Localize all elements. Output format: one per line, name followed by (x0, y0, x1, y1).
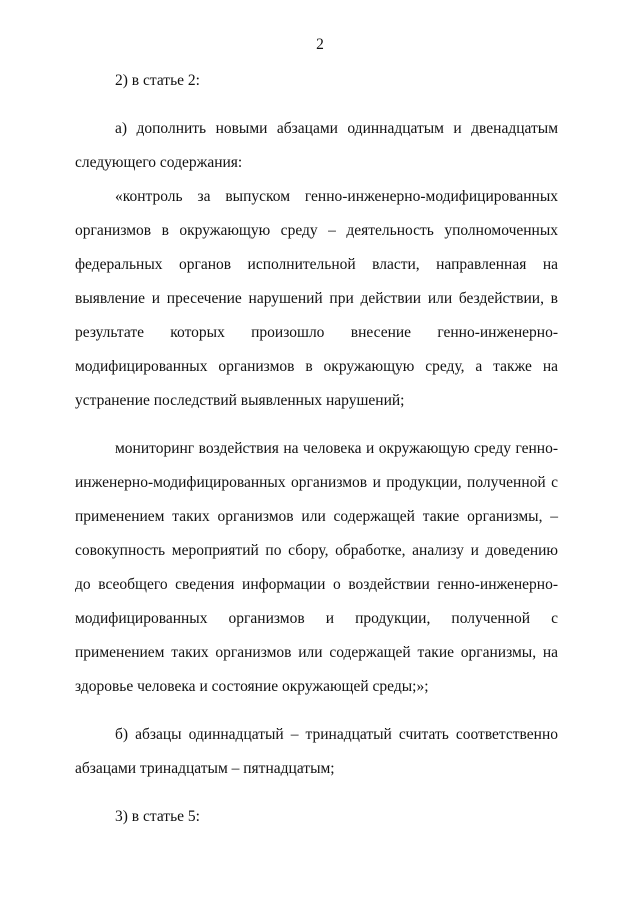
document-body (75, 64, 558, 834)
paragraph-monitoring-definition: мониторинг воздействия на человека и окружающую среду генно-инженерно-модифицированных организмов и продукции, полученной с применением таких организмов или содержащей такие организмы, – совокупность мероприятий по сбору, обработке, анализу и доведению до всеобщего сведения информации о воздействии генно-инженерно-модифицированных организмов и продукции, полученной с применением таких организмов или содержащей такие организмы, на здоровье человека и состояние окружающей среды;»; (75, 440, 558, 695)
paragraph-item-b: б) абзацы одиннадцатый – тринадцатый считать соответственно абзацами тринадцатым – пятнадцатым; (75, 726, 558, 777)
paragraph-article-5: 3) в статье 5: (115, 808, 200, 825)
paragraph-item-a: а) дополнить новыми абзацами одиннадцатым и двенадцатым следующего содержания: (75, 120, 558, 171)
page-number: 2 (316, 36, 324, 53)
paragraph-article-2: 2) в статье 2: (115, 72, 200, 89)
paragraph-control-definition: «контроль за выпуском генно-инженерно-модифицированных организмов в окружающую среду – деятельность уполномоченных федеральных органов исполнительной власти, направленная на выявление и пресечение нарушений при действии или бездействии, в результате которых произошло внесение генно-инженерно-модифицированных организмов в окружающую среду, а также на устранение последствий выявленных нарушений; (75, 188, 558, 409)
